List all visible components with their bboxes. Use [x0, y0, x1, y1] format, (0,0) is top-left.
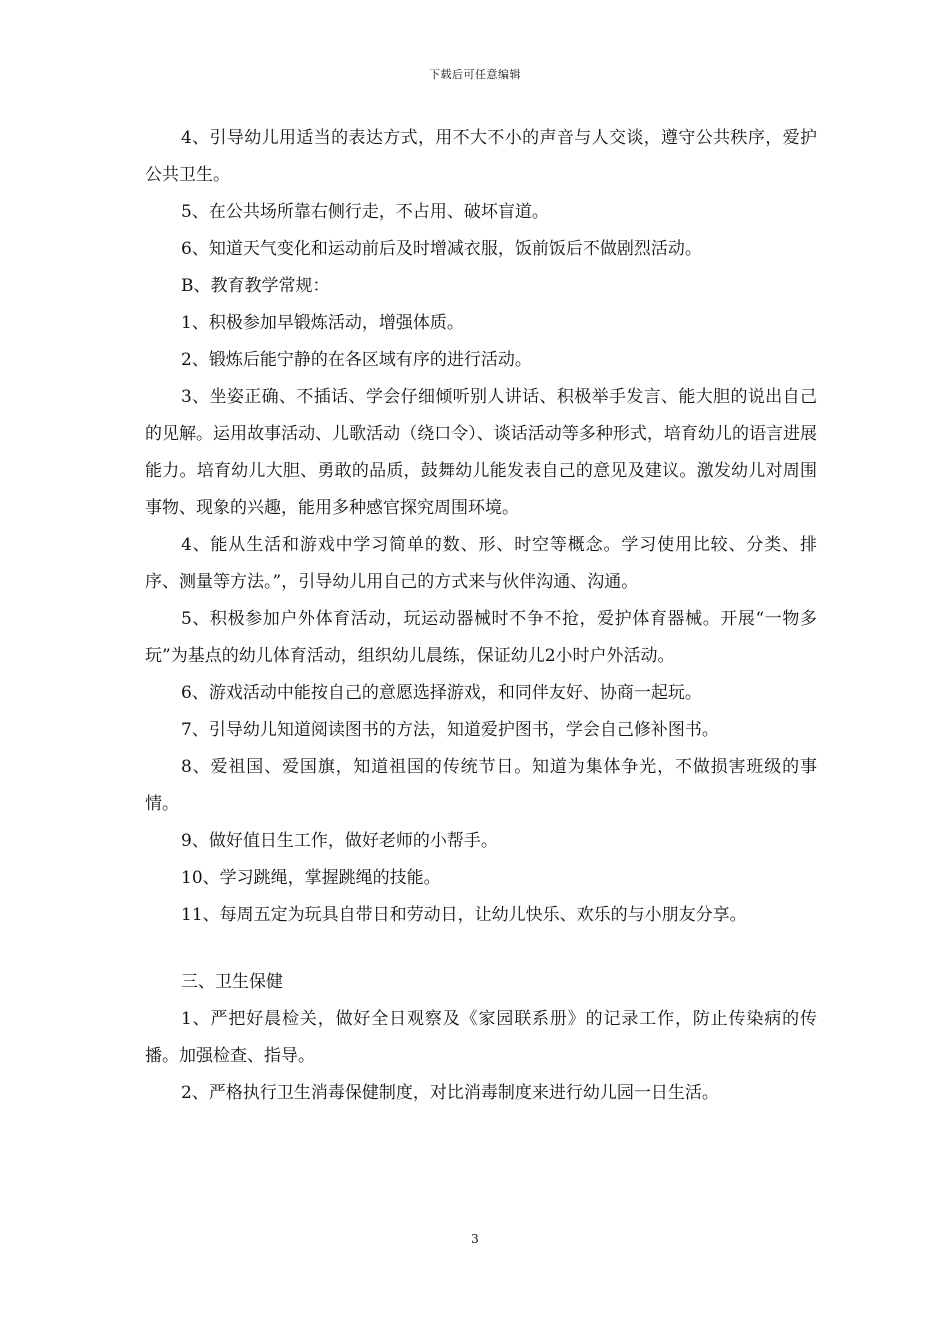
paragraph: 9、做好值日生工作，做好老师的小帮手。 — [181, 831, 498, 851]
paragraph: 6、游戏活动中能按自己的意愿选择游戏，和同伴友好、协商一起玩。 — [181, 683, 702, 703]
page-number: 3 — [471, 1232, 479, 1246]
section-heading: B、教育教学常规： — [181, 276, 330, 296]
paragraph: 1、严把好晨检关，做好全日观察及《家园联系册》的记录工作，防止传染病的传播。加强检查、指导。 — [145, 1009, 817, 1066]
paragraph: 2、锻炼后能宁静的在各区域有序的进行活动。 — [181, 350, 532, 370]
paragraph: 6、知道天气变化和运动前后及时增减衣服，饭前饭后不做剧烈活动。 — [181, 239, 702, 259]
paragraph: 3、坐姿正确、不插话、学会仔细倾听别人讲话、积极举手发言、能大胆的说出自己的见解。运用故事活动、儿歌活动（绕口令）、谈话活动等多种形式，培育幼儿的语言进展能力。培育幼儿大胆、勇敢的品质，鼓舞幼儿能发表自己的意见及建议。激发幼儿对周围事物、现象的兴趣，能用多种感官探究周围环境。 — [145, 387, 817, 518]
section-heading: 三、卫生保健 — [181, 972, 283, 992]
page-header: 下载后可任意编辑 — [429, 68, 521, 81]
paragraph: 2、严格执行卫生消毒保健制度，对比消毒制度来进行幼儿园一日生活。 — [181, 1083, 719, 1103]
paragraph: 4、引导幼儿用适当的表达方式，用不大不小的声音与人交谈，遵守公共秩序，爱护公共卫生。 — [145, 128, 817, 185]
paragraph: 5、在公共场所靠右侧行走，不占用、破坏盲道。 — [181, 202, 549, 222]
paragraph: 7、引导幼儿知道阅读图书的方法，知道爱护图书，学会自己修补图书。 — [181, 720, 719, 740]
document-body — [145, 120, 817, 1112]
paragraph: 4、能从生活和游戏中学习简单的数、形、时空等概念。学习使用比较、分类、排序、测量等方法。”，引导幼儿用自己的方式来与伙伴沟通、沟通。 — [145, 535, 817, 592]
paragraph: 11、每周五定为玩具自带日和劳动日，让幼儿快乐、欢乐的与小朋友分享。 — [181, 905, 747, 925]
paragraph: 5、积极参加户外体育活动，玩运动器械时不争不抢，爱护体育器械。开展“一物多玩”为基点的幼儿体育活动，组织幼儿晨练，保证幼儿2小时户外活动。 — [145, 609, 817, 666]
paragraph: 1、积极参加早锻炼活动，增强体质。 — [181, 313, 464, 333]
paragraph: 8、爱祖国、爱国旗，知道祖国的传统节日。知道为集体争光，不做损害班级的事情。 — [145, 757, 817, 814]
paragraph: 10、学习跳绳，掌握跳绳的技能。 — [181, 868, 441, 888]
